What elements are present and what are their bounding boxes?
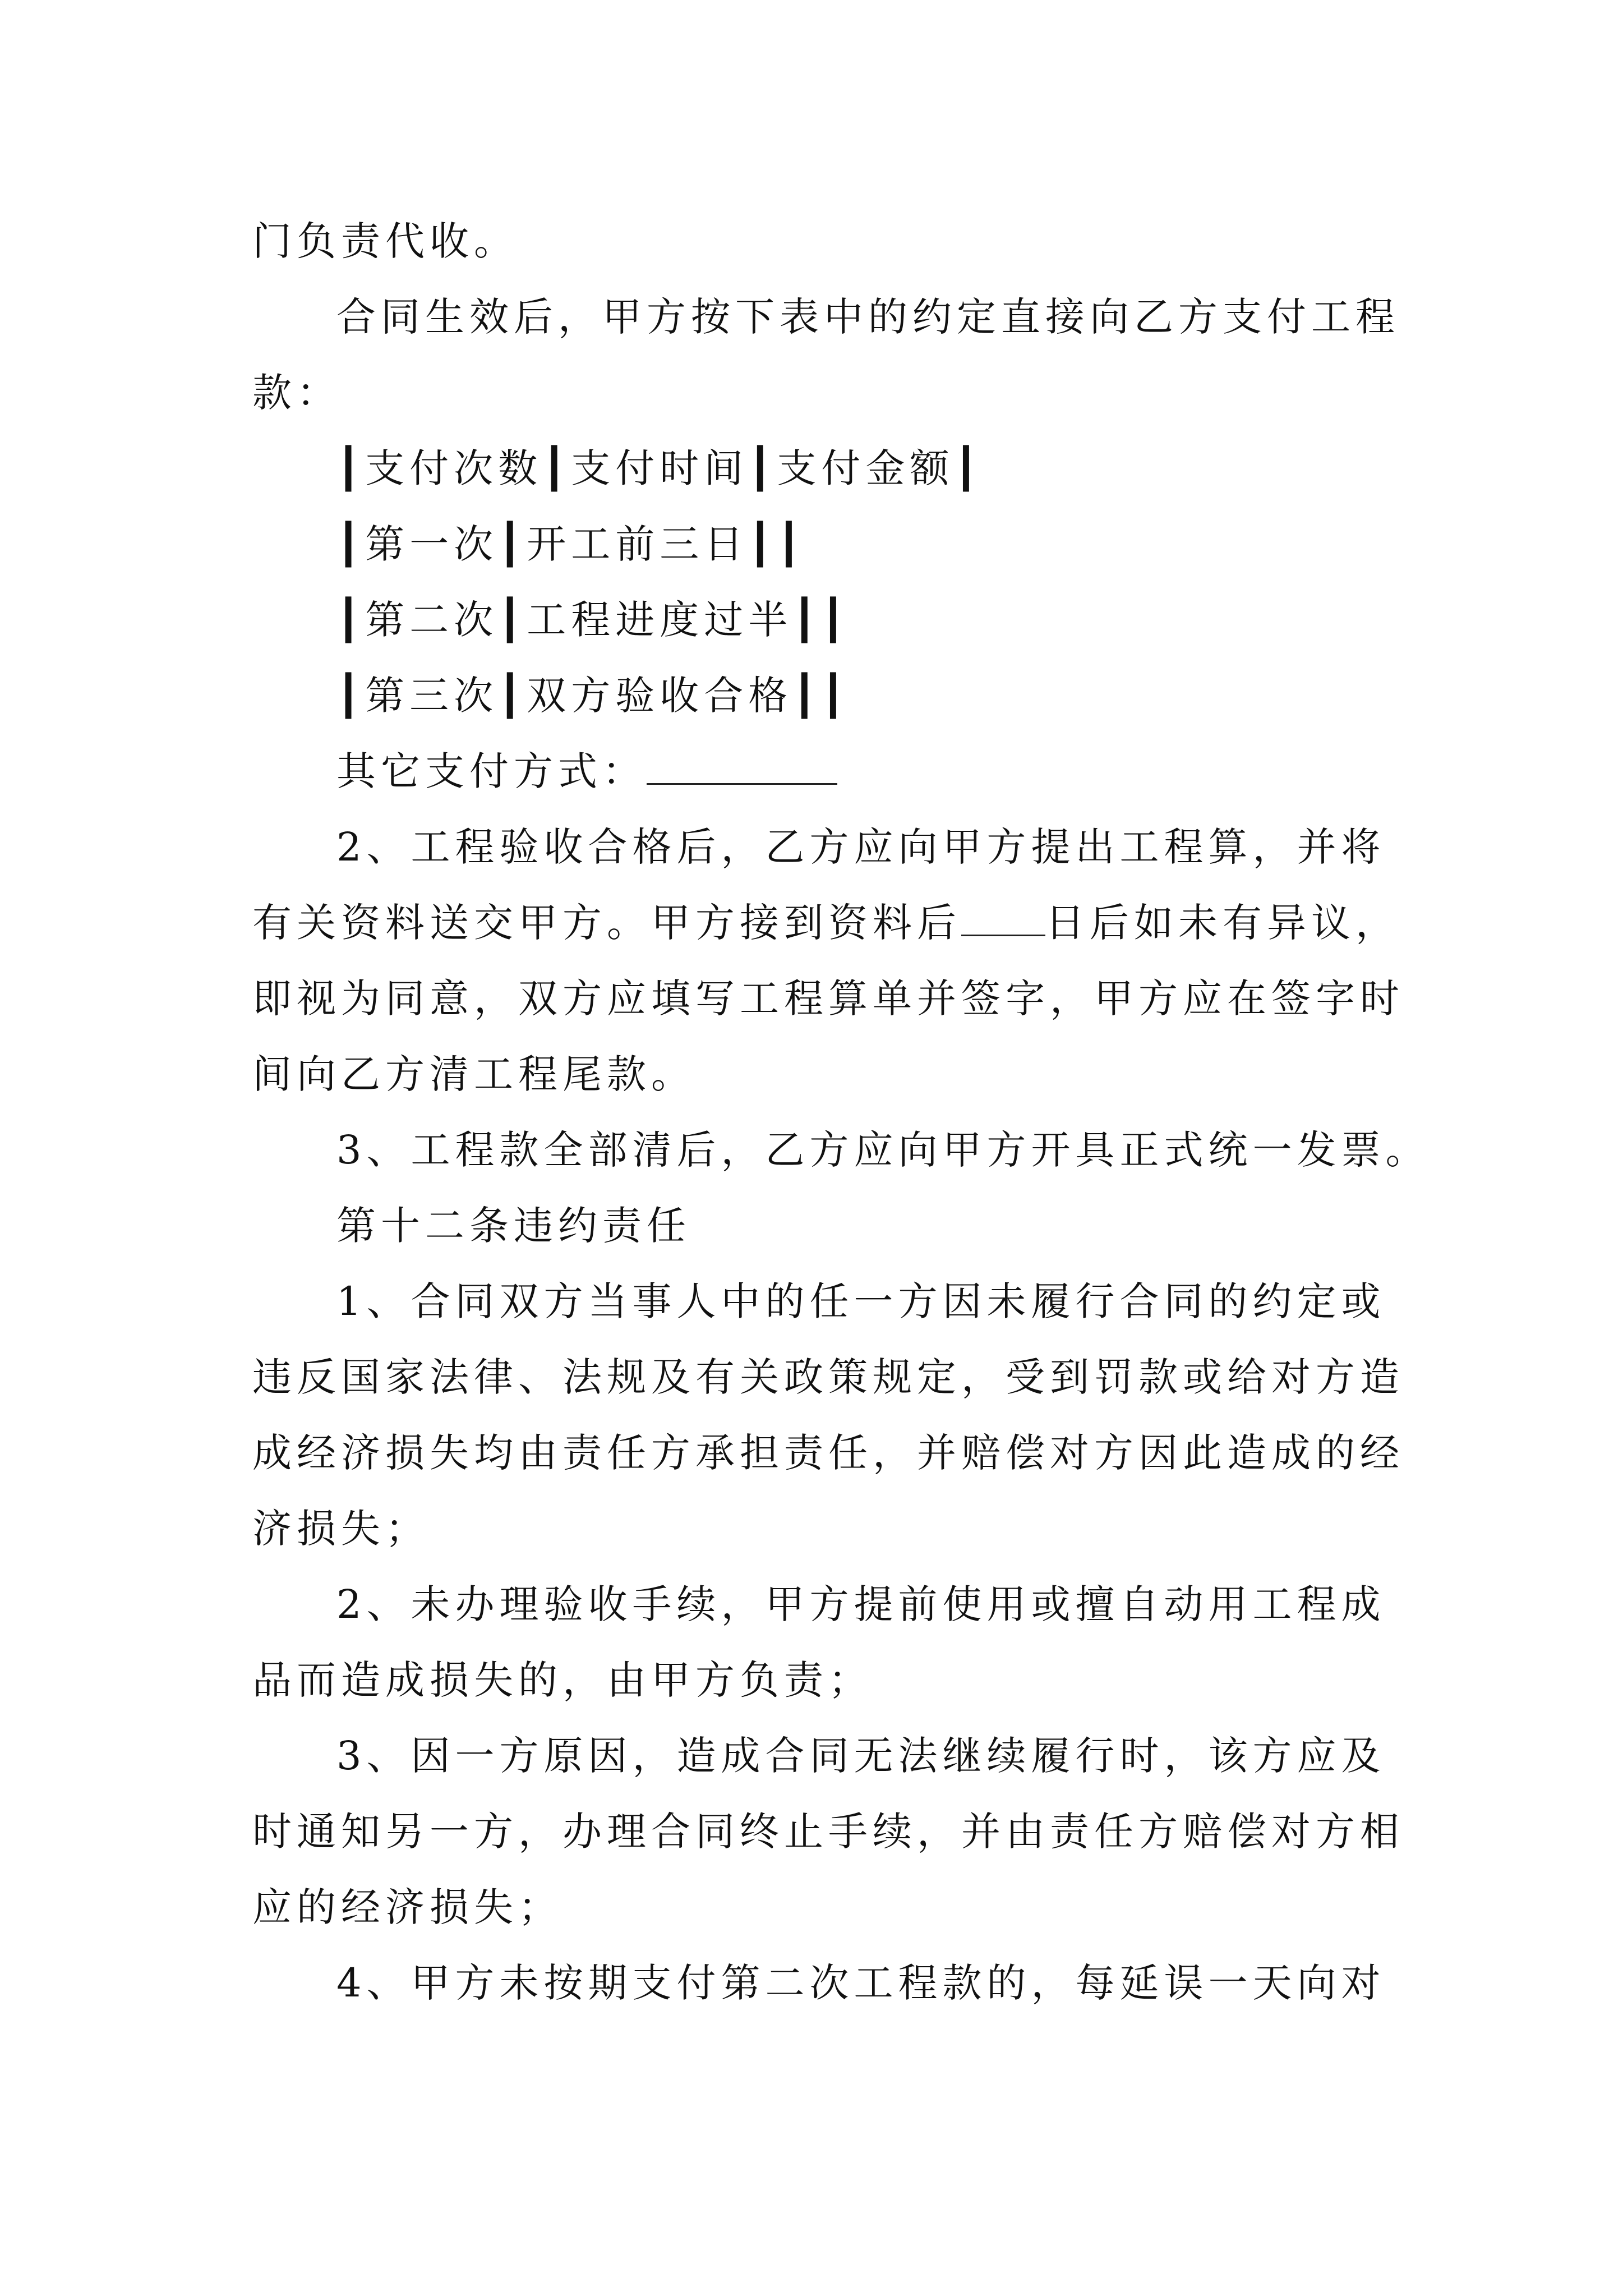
paragraph-line: 违反国家法律、法规及有关政策规定，受到罚款或给对方造 [252,1354,1404,1400]
paragraph-line: 品而造成损失的，由甲方负责； [252,1657,873,1703]
paragraph-line: 济损失； [252,1506,430,1552]
fill-in-blank [647,744,837,785]
paragraph-line: 合同生效后，甲方按下表中的约定直接向乙方支付工程 [336,294,1400,340]
table-row: ┃第一次┃开工前三日┃┃ [336,521,806,567]
paragraph-line: 3、因一方原因，造成合同无法继续履行时，该方应及 [336,1733,1386,1779]
other-payment-label: 其它支付方式： [336,748,647,794]
paragraph-line: 2、工程验收合格后，乙方应向甲方提出工程算，并将 [336,824,1386,870]
table-header-row: ┃支付次数┃支付时间┃支付金额┃ [336,445,983,491]
paragraph-line: 应的经济损失； [252,1884,562,1930]
paragraph-line: 门负责代收。 [252,218,518,264]
paragraph-line: 2、未办理验收手续，甲方提前使用或擅自动用工程成 [336,1581,1386,1627]
paragraph-line: 时通知另一方，办理合同终止手续，并由责任方赔偿对方相 [252,1809,1404,1855]
fill-in-blank [961,895,1045,936]
paragraph-line: 款： [252,370,341,416]
paragraph-line: 1、合同双方当事人中的任一方因未履行合同的约定或 [336,1278,1386,1324]
paragraph-line: 成经济损失均由责任方承担责任，并赔偿对方因此造成的经 [252,1430,1404,1476]
table-row: ┃第三次┃双方验收合格┃┃ [336,673,850,719]
section-heading: 第十二条违约责任 [336,1203,691,1249]
paragraph-line: 间向乙方清工程尾款。 [252,1051,695,1097]
other-payment-line [336,743,837,799]
paragraph-line: 4、甲方未按期支付第二次工程款的，每延误一天向对 [336,1960,1386,2006]
paragraph-line: 3、工程款全部清后，乙方应向甲方开具正式统一发票。 [336,1127,1430,1173]
paragraph-text: 有关资料送交甲方。甲方接到资料后 [252,900,961,946]
paragraph-text: 日后如未有异议， [1045,900,1400,946]
table-row: ┃第二次┃工程进度过半┃┃ [336,597,850,643]
paragraph-line: 即视为同意，双方应填写工程算单并签字，甲方应在签字时 [252,976,1404,1022]
paragraph-line-with-blank [252,895,1400,951]
